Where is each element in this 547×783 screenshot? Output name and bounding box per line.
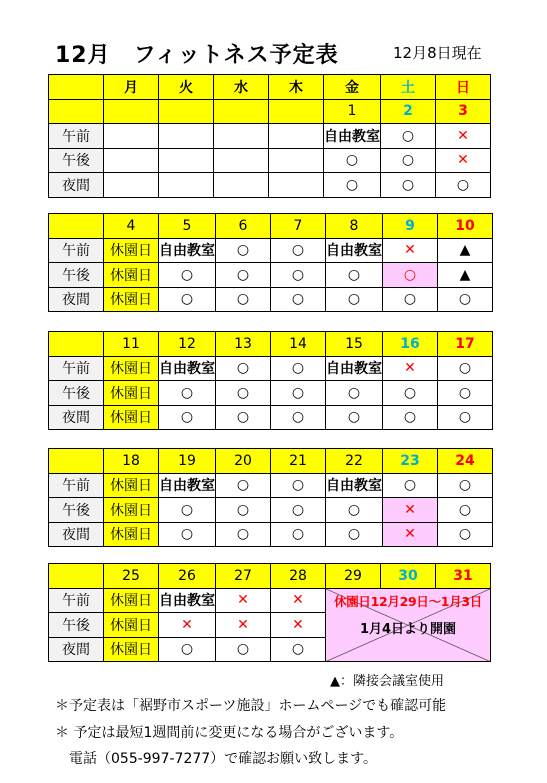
date-row <box>49 214 493 239</box>
date-cell: 6 <box>216 214 271 239</box>
week-table-5 <box>48 563 491 662</box>
date-cell <box>214 99 269 124</box>
schedule-cell: ○ <box>271 637 326 662</box>
date-cell-sat: 23 <box>383 449 438 474</box>
date-cell: 1 <box>324 99 381 124</box>
schedule-cell: ○ <box>438 473 493 498</box>
date-row <box>49 564 491 589</box>
schedule-cell: ○ <box>438 287 493 312</box>
slot-label: 夜間 <box>49 173 104 198</box>
slot-label: 夜間 <box>49 522 104 547</box>
date-cell-sat: 2 <box>381 99 436 124</box>
slot-label: 午前 <box>49 588 104 613</box>
schedule-cell: ○ <box>216 498 271 523</box>
slot-label: 午後 <box>49 263 104 288</box>
schedule-cell: ○ <box>216 405 271 430</box>
schedule-cell: 自由教室 <box>326 238 383 263</box>
schedule-cell: ○ <box>271 405 326 430</box>
date-cell: 4 <box>104 214 159 239</box>
schedule-cell: ○ <box>383 263 438 288</box>
schedule-cell <box>269 173 324 198</box>
schedule-cell: ○ <box>271 263 326 288</box>
schedule-cell: ○ <box>381 148 436 173</box>
schedule-cell: ○ <box>159 522 216 547</box>
schedule-cell <box>214 124 269 149</box>
schedule-cell: 自由教室 <box>159 588 216 613</box>
slot-row-afternoon <box>49 148 491 173</box>
slot-row-morning <box>49 473 493 498</box>
note-phone: 電話（055-997-7277）で確認お願い致します。 <box>55 751 378 767</box>
schedule-cell: ○ <box>216 287 271 312</box>
date-cell: 22 <box>326 449 383 474</box>
schedule-cell: ○ <box>159 405 216 430</box>
schedule-cell: ○ <box>438 498 493 523</box>
slot-label: 午前 <box>49 124 104 149</box>
schedule-cell: 休園日 <box>104 613 159 638</box>
week-table-2 <box>48 213 493 312</box>
slot-label: 午後 <box>49 381 104 406</box>
schedule-cell: ○ <box>216 356 271 381</box>
schedule-cell <box>269 148 324 173</box>
date-cell: 13 <box>216 332 271 357</box>
slot-row-evening <box>49 405 493 430</box>
schedule-cell: 休園日 <box>104 522 159 547</box>
week-table-3 <box>48 331 493 430</box>
schedule-cell <box>159 173 214 198</box>
schedule-cell: ✕ <box>271 588 326 613</box>
weekday-sat: 土 <box>381 75 436 100</box>
schedule-cell: ○ <box>271 381 326 406</box>
schedule-cell: ○ <box>159 287 216 312</box>
schedule-cell: ○ <box>326 522 383 547</box>
schedule-cell: ✕ <box>436 148 491 173</box>
schedule-cell: ✕ <box>216 588 271 613</box>
date-cell: 29 <box>326 564 381 589</box>
date-cell: 20 <box>216 449 271 474</box>
weekday-sun: 日 <box>436 75 491 100</box>
schedule-cell: ○ <box>326 498 383 523</box>
schedule-cell: 休園日 <box>104 637 159 662</box>
schedule-cell: 自由教室 <box>159 356 216 381</box>
slot-label: 午後 <box>49 498 104 523</box>
as-of-date: 12月8日現在 <box>393 44 482 62</box>
weekday-fri: 金 <box>324 75 381 100</box>
schedule-cell: ○ <box>326 287 383 312</box>
schedule-cell: 自由教室 <box>326 473 383 498</box>
schedule-cell: ○ <box>324 148 381 173</box>
schedule-cell: ○ <box>438 405 493 430</box>
date-cell: 11 <box>104 332 159 357</box>
date-cell: 14 <box>271 332 326 357</box>
schedule-cell: ○ <box>383 405 438 430</box>
schedule-cell: ○ <box>271 498 326 523</box>
schedule-cell: ○ <box>438 381 493 406</box>
date-cell: 5 <box>159 214 216 239</box>
date-cell-sun: 3 <box>436 99 491 124</box>
slot-row-afternoon <box>49 498 493 523</box>
year-end-closure-block <box>326 588 491 662</box>
date-cell-sun: 10 <box>438 214 493 239</box>
schedule-cell <box>214 173 269 198</box>
schedule-cell: 休園日 <box>104 405 159 430</box>
schedule-cell: ○ <box>438 522 493 547</box>
schedule-cell: ○ <box>216 473 271 498</box>
schedule-cell: ○ <box>381 124 436 149</box>
schedule-cell <box>269 124 324 149</box>
closure-period-notice: 休園日12月29日～1月3日 <box>334 593 482 609</box>
slot-row-evening <box>49 173 491 198</box>
date-row <box>49 332 493 357</box>
date-cell: 27 <box>216 564 271 589</box>
slot-row-morning <box>49 124 491 149</box>
date-cell <box>159 99 214 124</box>
schedule-cell: ✕ <box>383 498 438 523</box>
schedule-cell: 休園日 <box>104 287 159 312</box>
date-cell <box>104 99 159 124</box>
slot-label: 夜間 <box>49 405 104 430</box>
schedule-cell: ✕ <box>383 238 438 263</box>
schedule-cell: ✕ <box>271 613 326 638</box>
date-cell <box>269 99 324 124</box>
schedule-cell: 休園日 <box>104 498 159 523</box>
schedule-cell: ○ <box>438 356 493 381</box>
date-cell: 7 <box>271 214 326 239</box>
slot-row-afternoon <box>49 263 493 288</box>
date-cell-sat: 16 <box>383 332 438 357</box>
schedule-cell: ○ <box>271 287 326 312</box>
note-homepage: ＊予定表は「裾野市スポーツ施設」ホームページでも確認可能 <box>55 698 447 714</box>
schedule-cell: ○ <box>271 473 326 498</box>
schedule-cell: ▲ <box>438 238 493 263</box>
schedule-cell <box>159 148 214 173</box>
schedule-cell: 休園日 <box>104 381 159 406</box>
schedule-cell: ○ <box>326 405 383 430</box>
weekday-tue: 火 <box>159 75 214 100</box>
date-cell: 28 <box>271 564 326 589</box>
schedule-cell: ○ <box>216 381 271 406</box>
date-cell: 25 <box>104 564 159 589</box>
slot-row-morning <box>49 238 493 263</box>
schedule-cell: ○ <box>383 287 438 312</box>
schedule-cell: ✕ <box>383 522 438 547</box>
weekday-header-row <box>49 75 491 100</box>
schedule-cell: 自由教室 <box>326 356 383 381</box>
date-cell-sun: 31 <box>436 564 491 589</box>
schedule-cell: 自由教室 <box>324 124 381 149</box>
date-cell-sat: 30 <box>381 564 436 589</box>
date-cell: 21 <box>271 449 326 474</box>
schedule-cell: ○ <box>326 263 383 288</box>
schedule-cell: ○ <box>159 498 216 523</box>
schedule-cell: ○ <box>159 381 216 406</box>
schedule-cell: ○ <box>216 522 271 547</box>
week-table-4 <box>48 448 493 547</box>
date-cell-sun: 24 <box>438 449 493 474</box>
schedule-cell: 自由教室 <box>159 238 216 263</box>
slot-row-evening <box>49 287 493 312</box>
slot-row-morning <box>49 588 491 613</box>
slot-label: 夜間 <box>49 637 104 662</box>
schedule-cell: ○ <box>159 637 216 662</box>
slot-label: 午前 <box>49 356 104 381</box>
note-schedule-change: ＊ 予定は最短1週間前に変更になる場合がございます。 <box>55 725 404 741</box>
date-cell-sun: 17 <box>438 332 493 357</box>
week-table-1 <box>48 74 491 198</box>
slot-label: 午前 <box>49 473 104 498</box>
schedule-cell: ✕ <box>436 124 491 149</box>
weekday-thu: 木 <box>269 75 324 100</box>
schedule-cell: 休園日 <box>104 356 159 381</box>
schedule-cell: ○ <box>381 173 436 198</box>
date-row <box>49 449 493 474</box>
schedule-cell: ○ <box>271 522 326 547</box>
reopen-notice: 1月4日より開園 <box>359 621 457 637</box>
slot-label: 午前 <box>49 238 104 263</box>
weekday-mon: 月 <box>104 75 159 100</box>
schedule-cell <box>104 173 159 198</box>
schedule-cell: ○ <box>436 173 491 198</box>
schedule-cell: ○ <box>383 381 438 406</box>
page-title: 12月 フィットネス予定表 <box>55 43 339 68</box>
schedule-cell: ○ <box>324 173 381 198</box>
weekday-wed: 水 <box>214 75 269 100</box>
slot-row-evening <box>49 522 493 547</box>
schedule-cell: ○ <box>271 356 326 381</box>
schedule-cell: ○ <box>216 637 271 662</box>
schedule-cell <box>104 124 159 149</box>
slot-label: 午後 <box>49 613 104 638</box>
date-cell-sat: 9 <box>383 214 438 239</box>
schedule-cell: 休園日 <box>104 238 159 263</box>
date-cell: 8 <box>326 214 383 239</box>
slot-row-morning <box>49 356 493 381</box>
date-row <box>49 99 491 124</box>
schedule-cell: 休園日 <box>104 263 159 288</box>
schedule-cell: ○ <box>271 238 326 263</box>
schedule-cell: ✕ <box>383 356 438 381</box>
date-cell: 12 <box>159 332 216 357</box>
legend-triangle: ▲：隣接会議室使用 <box>330 674 444 689</box>
schedule-cell <box>214 148 269 173</box>
schedule-cell: ✕ <box>159 613 216 638</box>
schedule-cell: ○ <box>326 381 383 406</box>
schedule-cell: ○ <box>383 473 438 498</box>
date-cell: 15 <box>326 332 383 357</box>
schedule-cell: ▲ <box>438 263 493 288</box>
schedule-cell: ○ <box>216 263 271 288</box>
schedule-cell: ✕ <box>216 613 271 638</box>
date-cell: 26 <box>159 564 216 589</box>
schedule-cell: 休園日 <box>104 588 159 613</box>
schedule-cell <box>104 148 159 173</box>
schedule-cell: 休園日 <box>104 473 159 498</box>
slot-label: 午後 <box>49 148 104 173</box>
schedule-cell <box>159 124 214 149</box>
date-cell: 18 <box>104 449 159 474</box>
schedule-cell: 自由教室 <box>159 473 216 498</box>
slot-label: 夜間 <box>49 287 104 312</box>
schedule-cell: ○ <box>216 238 271 263</box>
slot-row-afternoon <box>49 381 493 406</box>
schedule-cell: ○ <box>159 263 216 288</box>
date-cell: 19 <box>159 449 216 474</box>
